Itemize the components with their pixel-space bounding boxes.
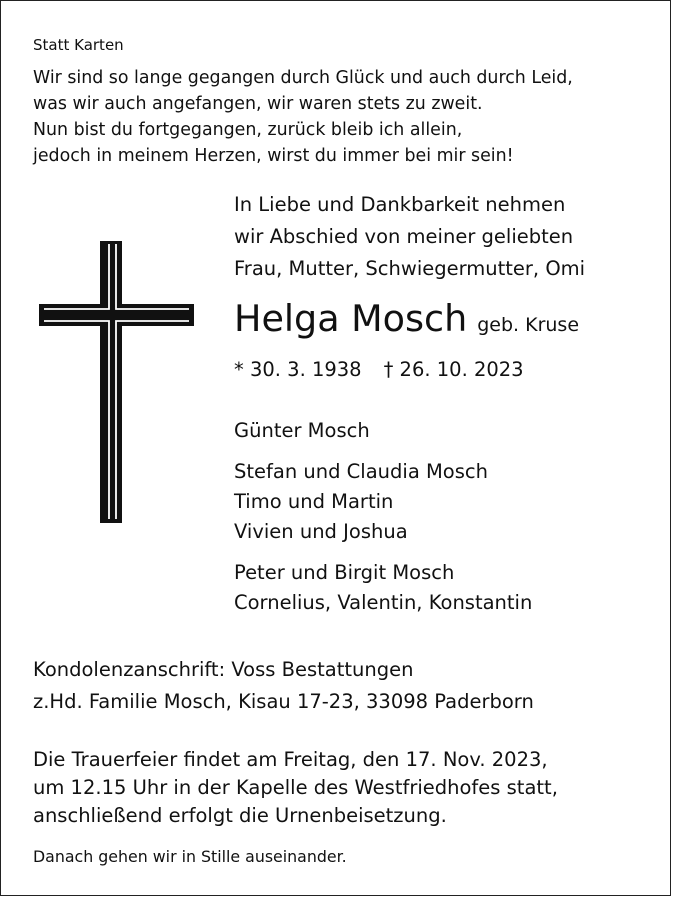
family-member: Günter Mosch <box>234 419 370 442</box>
poem-line: Nun bist du fortgegangen, zurück bleib ich allein, <box>33 120 463 140</box>
condolence-line: Kondolenzanschrift: Voss Bestattungen <box>33 658 414 681</box>
intro-line: wir Abschied von meiner geliebten <box>234 225 574 248</box>
ceremony-info <box>33 746 558 830</box>
header-label: Statt Karten <box>33 36 124 54</box>
condolence-address <box>33 654 534 718</box>
birth-name: geb. Kruse <box>477 314 580 336</box>
family-member: Timo und Martin <box>234 490 394 513</box>
family-group-1 <box>234 416 370 446</box>
life-dates <box>234 358 524 381</box>
intro-text <box>234 189 585 285</box>
birth-date: * 30. 3. 1938 <box>234 358 362 381</box>
intro-line: In Liebe und Dankbarkeit nehmen <box>234 193 566 216</box>
poem-line: Wir sind so lange gegangen durch Glück und auch durch Leid, <box>33 68 573 88</box>
poem-line: jedoch in meinem Herzen, wirst du immer bei mir sein! <box>33 146 514 166</box>
deceased-name-line <box>234 297 579 340</box>
ceremony-line: um 12.15 Uhr in der Kapelle des Westfriedhofes statt, <box>33 776 558 799</box>
cross-icon <box>39 241 194 523</box>
poem-line: was wir auch angefangen, wir waren stets zu zweit. <box>33 94 483 114</box>
condolence-line: z.Hd. Familie Mosch, Kisau 17-23, 33098 Paderborn <box>33 690 534 713</box>
closing-text: Danach gehen wir in Stille auseinander. <box>33 847 347 866</box>
family-member: Vivien und Joshua <box>234 520 408 543</box>
ceremony-line: Die Trauerfeier findet am Freitag, den 17. Nov. 2023, <box>33 748 548 771</box>
poem <box>33 65 573 169</box>
family-member: Stefan und Claudia Mosch <box>234 460 488 483</box>
ceremony-line: anschließend erfolgt die Urnenbeisetzung. <box>33 804 447 827</box>
family-group-2 <box>234 457 488 547</box>
family-group-3 <box>234 558 532 618</box>
family-member: Cornelius, Valentin, Konstantin <box>234 591 533 614</box>
death-date: † 26. 10. 2023 <box>383 358 524 381</box>
family-member: Peter und Birgit Mosch <box>234 561 455 584</box>
intro-line: Frau, Mutter, Schwiegermutter, Omi <box>234 257 586 280</box>
deceased-name: Helga Mosch <box>234 297 468 340</box>
